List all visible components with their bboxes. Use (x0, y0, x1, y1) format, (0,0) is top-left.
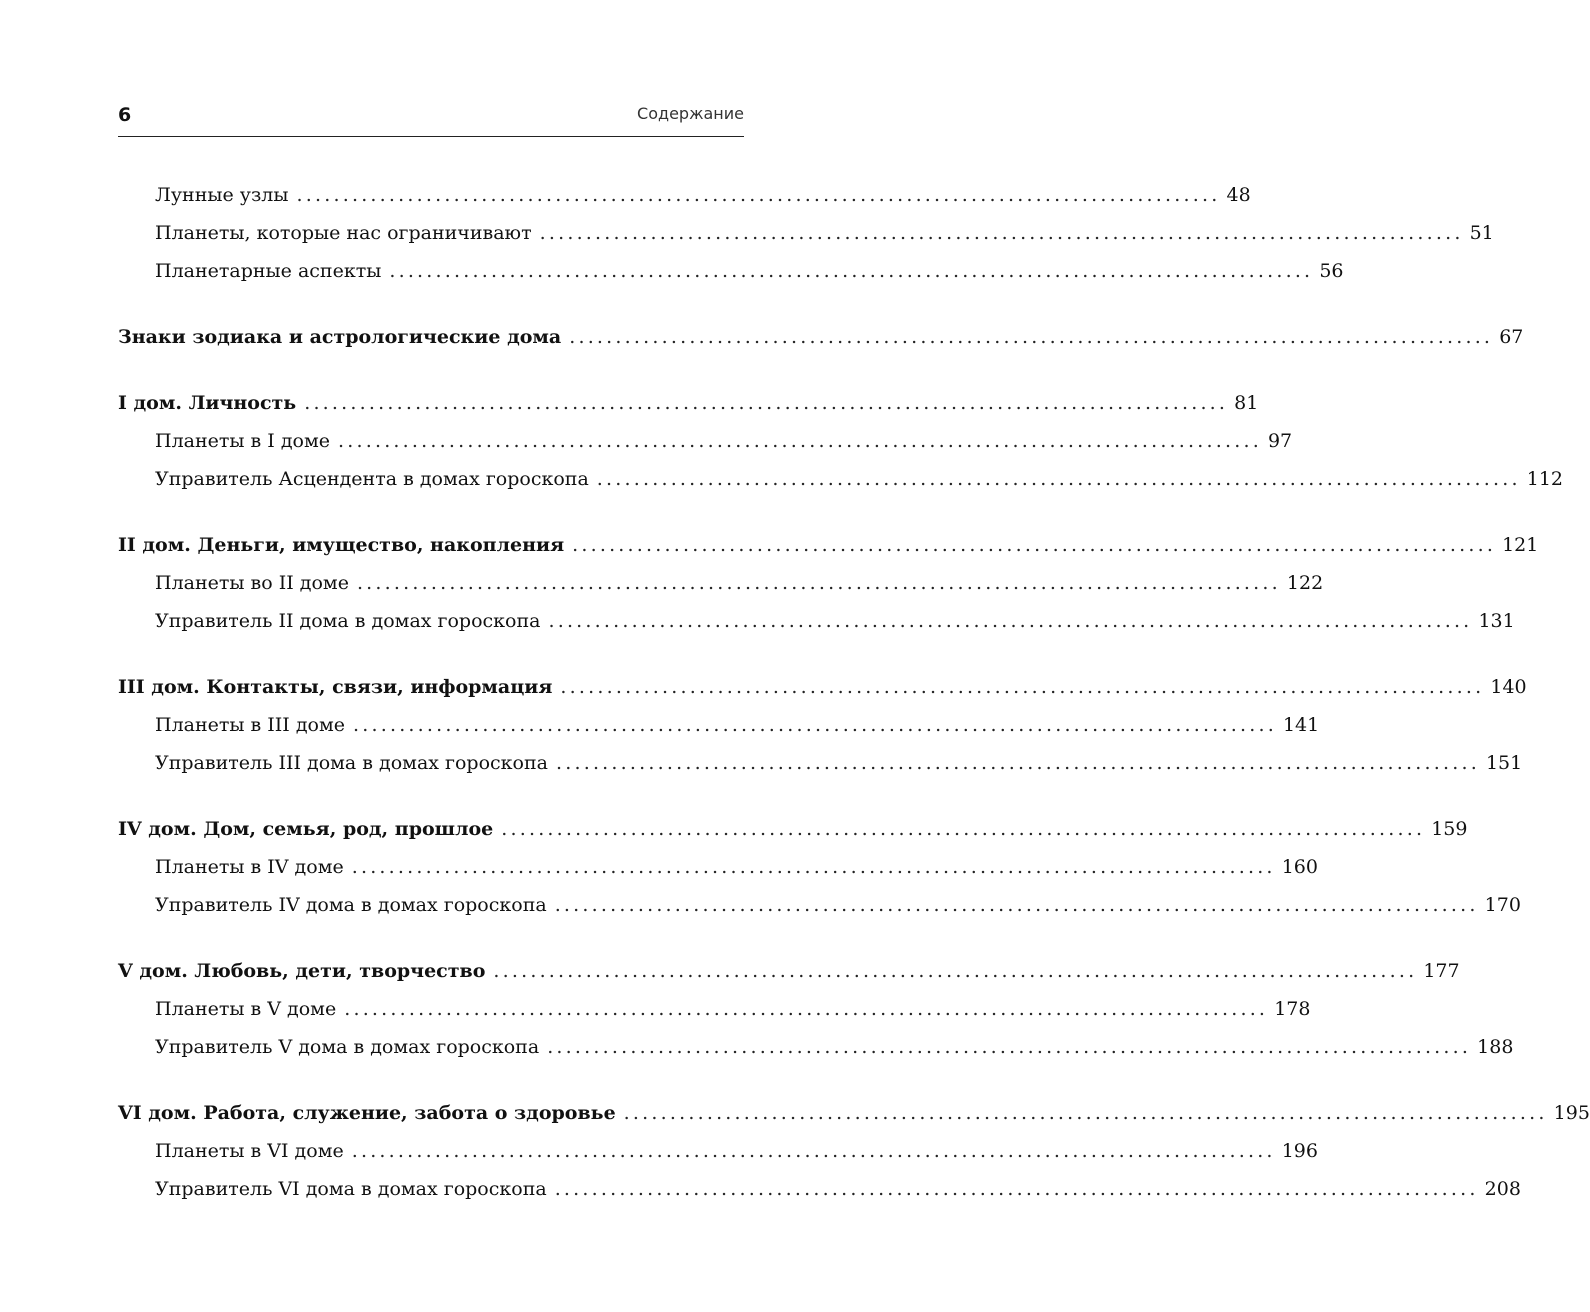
toc-entry[interactable] (118, 744, 1523, 782)
toc-entry-title: III дом. Контакты, связи, информация (118, 676, 553, 698)
page-header (118, 98, 744, 137)
toc-entry-page: 122 (1286, 572, 1324, 594)
running-title: Содержание (637, 104, 744, 123)
toc-chapter[interactable] (118, 318, 1524, 356)
toc-entry-title: Планетарные аспекты (155, 260, 382, 282)
dot-leader: .................................................................................................... (338, 430, 1262, 452)
dot-leader: .................................................................................................... (572, 534, 1497, 556)
section-gap (118, 356, 744, 384)
toc-entry-page: 81 (1234, 392, 1259, 414)
dot-leader: .................................................................................................... (539, 222, 1464, 244)
toc-entry-title: Планеты в III доме (155, 714, 345, 736)
dot-leader: .................................................................................................... (356, 572, 1281, 594)
toc-entry[interactable] (118, 252, 1344, 290)
dot-leader: .................................................................................................... (547, 1036, 1472, 1058)
toc-entry-title: Знаки зодиака и астрологические дома (118, 326, 562, 348)
toc-entry[interactable] (118, 886, 1521, 924)
toc-entry[interactable] (118, 1132, 1318, 1170)
toc-entry-page: 97 (1267, 430, 1293, 452)
toc-entry-title: IV дом. Дом, семья, род, прошлое (118, 818, 494, 840)
toc-entry-title: V дом. Любовь, дети, творчество (118, 960, 486, 982)
toc-entry-title: Планеты в IV доме (155, 856, 344, 878)
toc-entry[interactable] (118, 706, 1320, 744)
toc-entry[interactable] (118, 1028, 1514, 1066)
dot-leader: .................................................................................................... (296, 184, 1221, 206)
toc-entry[interactable] (118, 990, 1311, 1028)
toc-entry-title: Управитель II дома в домах гороскопа (155, 610, 541, 632)
toc-entry-page: 56 (1319, 260, 1344, 282)
dot-leader: .................................................................................................... (569, 326, 1494, 348)
dot-leader: .................................................................................................... (389, 260, 1314, 282)
toc-entry-page: 112 (1526, 468, 1564, 490)
toc-entry[interactable] (118, 564, 1324, 602)
toc-entry-page: 170 (1484, 894, 1521, 916)
toc-entry-title: Управитель IV дома в домах гороскопа (155, 894, 547, 916)
dot-leader: .................................................................................................... (501, 818, 1426, 840)
dot-leader: .................................................................................................... (344, 998, 1269, 1020)
section-gap (118, 924, 744, 952)
section-gap (118, 290, 744, 318)
toc-entry-title: VI дом. Работа, служение, забота о здоровье (118, 1102, 616, 1124)
page-number: 6 (118, 104, 132, 126)
toc-entry-page: 121 (1502, 534, 1539, 556)
dot-leader: .................................................................................................... (623, 1102, 1548, 1124)
toc-entry-title: Планеты в I доме (155, 430, 330, 452)
section-gap (118, 1066, 744, 1094)
table-of-contents (118, 176, 1590, 1208)
dot-leader: .................................................................................................... (555, 752, 1480, 774)
dot-leader: .................................................................................................... (351, 856, 1276, 878)
toc-entry[interactable] (118, 848, 1318, 886)
toc-chapter[interactable] (118, 668, 1527, 706)
dot-leader: .................................................................................................... (554, 1178, 1479, 1200)
toc-entry-page: 140 (1490, 676, 1527, 698)
toc-chapter[interactable] (118, 952, 1460, 990)
toc-entry-title: I дом. Личность (118, 392, 297, 414)
toc-entry[interactable] (118, 602, 1515, 640)
toc-entry-title: II дом. Деньги, имущество, накопления (118, 534, 565, 556)
toc-entry[interactable] (118, 176, 1251, 214)
toc-entry-page: 177 (1423, 960, 1460, 982)
toc-entry-title: Планеты во II доме (155, 572, 349, 594)
toc-entry-title: Планеты в V доме (155, 998, 337, 1020)
toc-entry[interactable] (118, 1170, 1521, 1208)
section-gap (118, 498, 744, 526)
toc-entry-page: 196 (1281, 1140, 1318, 1162)
toc-chapter[interactable] (118, 384, 1259, 422)
toc-entry-title: Управитель VI дома в домах гороскопа (155, 1178, 547, 1200)
toc-chapter[interactable] (118, 526, 1539, 564)
dot-leader: .................................................................................................... (493, 960, 1418, 982)
toc-entry[interactable] (118, 214, 1494, 252)
toc-entry-page: 188 (1477, 1036, 1514, 1058)
toc-entry-page: 48 (1226, 184, 1251, 206)
toc-entry-title: Управитель III дома в домах гороскопа (155, 752, 548, 774)
section-gap (118, 640, 744, 668)
toc-entry-page: 178 (1274, 998, 1311, 1020)
toc-chapter[interactable] (118, 1094, 1590, 1132)
toc-entry[interactable] (118, 422, 1293, 460)
dot-leader: .................................................................................................... (548, 610, 1473, 632)
toc-entry-page: 131 (1478, 610, 1515, 632)
toc-entry-title: Управитель Асцендента в домах гороскопа (155, 468, 589, 490)
dot-leader: .................................................................................................... (560, 676, 1485, 698)
dot-leader: .................................................................................................... (554, 894, 1479, 916)
toc-entry-page: 141 (1282, 714, 1320, 736)
dot-leader: .................................................................................................... (351, 1140, 1276, 1162)
toc-entry-page: 208 (1484, 1178, 1521, 1200)
toc-entry-page: 67 (1499, 326, 1524, 348)
toc-entry-page: 195 (1553, 1102, 1590, 1124)
toc-chapter[interactable] (118, 810, 1468, 848)
dot-leader: .................................................................................................... (353, 714, 1277, 736)
toc-entry-title: Планеты, которые нас ограничивают (155, 222, 532, 244)
toc-entry-title: Планеты в VI доме (155, 1140, 344, 1162)
toc-entry-page: 151 (1485, 752, 1523, 774)
toc-entry-title: Лунные узлы (155, 184, 289, 206)
dot-leader: .................................................................................................... (596, 468, 1521, 490)
dot-leader: .................................................................................................... (304, 392, 1229, 414)
toc-entry-page: 160 (1281, 856, 1318, 878)
toc-entry-page: 159 (1431, 818, 1468, 840)
section-gap (118, 782, 744, 810)
toc-entry-title: Управитель V дома в домах гороскопа (155, 1036, 540, 1058)
toc-entry-page: 51 (1469, 222, 1494, 244)
toc-entry[interactable] (118, 460, 1564, 498)
